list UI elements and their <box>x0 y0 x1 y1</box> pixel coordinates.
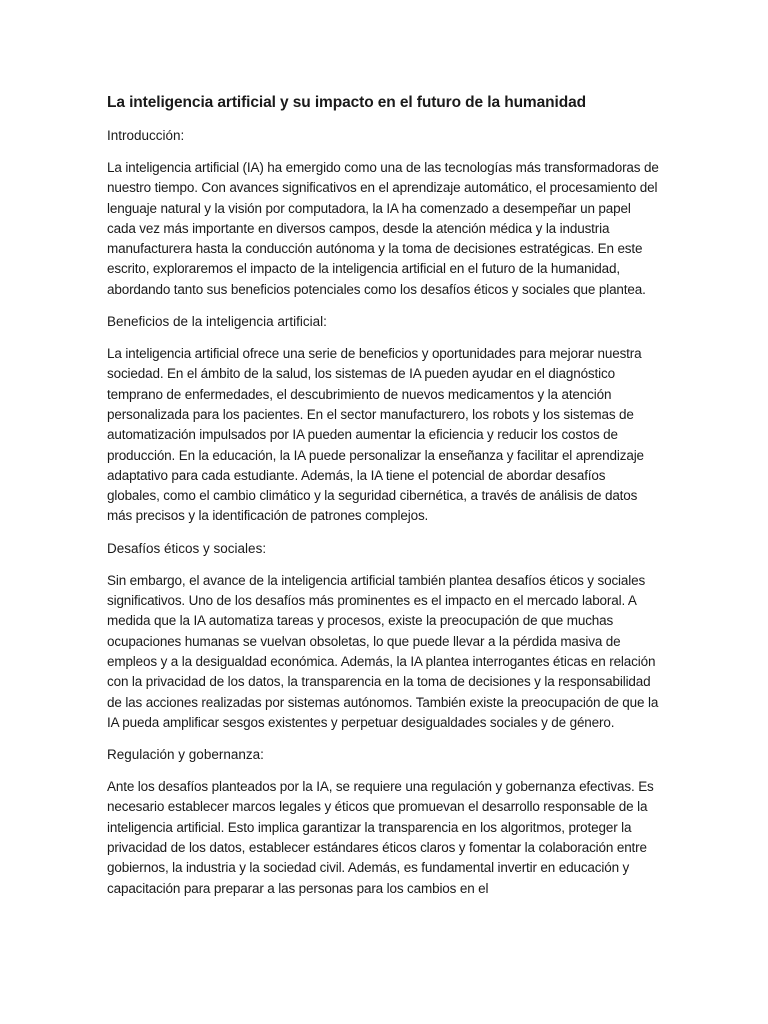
document-body <box>107 92 659 911</box>
section-paragraph-beneficios: La inteligencia artificial ofrece una serie de beneficios y oportunidades para mejorar nuestra sociedad. En el ámbito de la salud, los sistemas de IA pueden ayudar en el diagnóstico temprano de enfermedades, el descubrimiento de nuevos medicamentos y la atención personalizada para los pacientes. En el sector manufacturero, los robots y los sistemas de automatización impulsados por IA pueden aumentar la eficiencia y reducir los costos de producción. En la educación, la IA puede personalizar la enseñanza y facilitar el aprendizaje adaptativo para cada estudiante. Además, la IA tiene el potencial de abordar desafíos globales, como el cambio climático y la seguridad cibernética, a través de análisis de datos más precisos y la identificación de patrones complejos. <box>107 346 644 524</box>
section-heading-introduccion: Introducción: <box>107 128 185 143</box>
section-heading-regulacion: Regulación y gobernanza: <box>107 747 264 763</box>
section-paragraph-desafios: Sin embargo, el avance de la inteligencia artificial también plantea desafíos éticos y sociales significativos. Uno de los desafíos más prominentes es el impacto en el mercado laboral. A medida que la IA automatiza tareas y procesos, existe la preocupación de que muchas ocupaciones humanas se vuelvan obsoletas, lo que puede llevar a la pérdida masiva de empleos y a la desigualdad económica. Además, la IA plantea interrogantes éticas en relación con la privacidad de los datos, la transparencia en la toma de decisiones y la responsabilidad de las acciones realizadas por sistemas autónomos. También existe la preocupación de que la IA pueda amplificar sesgos existentes y perpetuar desigualdades sociales y de género. <box>107 572 659 730</box>
section-paragraph-introduccion: La inteligencia artificial (IA) ha emergido como una de las tecnologías más transformadoras de nuestro tiempo. Con avances significativos en el aprendizaje automático, el procesamiento del lenguaje natural y la visión por computadora, la IA ha comenzado a desempeñar un papel cada vez más importante en diversos campos, desde la atención médica y la industria manufacturera hasta la conducción autónoma y la toma de decisiones estratégicas. En este escrito, exploraremos el impacto de la inteligencia artificial en el futuro de la humanidad, abordando tanto sus beneficios potenciales como los desafíos éticos y sociales que plantea. <box>107 160 659 297</box>
section-heading-desafios: Desafíos éticos y sociales: <box>107 540 267 556</box>
document-title: La inteligencia artificial y su impacto en el futuro de la humanidad <box>107 94 586 111</box>
section-paragraph-regulacion: Ante los desafíos planteados por la IA, se requiere una regulación y gobernanza efectivas. Es necesario establecer marcos legales y éticos que promuevan el desarrollo responsable de la inteligencia artificial. Esto implica garantizar la transparencia en los algoritmos, proteger la privacidad de los datos, establecer estándares éticos claros y fomentar la colaboración entre gobiernos, la industria y la sociedad civil. Además, es fundamental invertir en educación y capacitación para preparar a las personas para los cambios en el <box>107 779 654 896</box>
section-heading-beneficios: Beneficios de la inteligencia artificial: <box>107 314 327 330</box>
